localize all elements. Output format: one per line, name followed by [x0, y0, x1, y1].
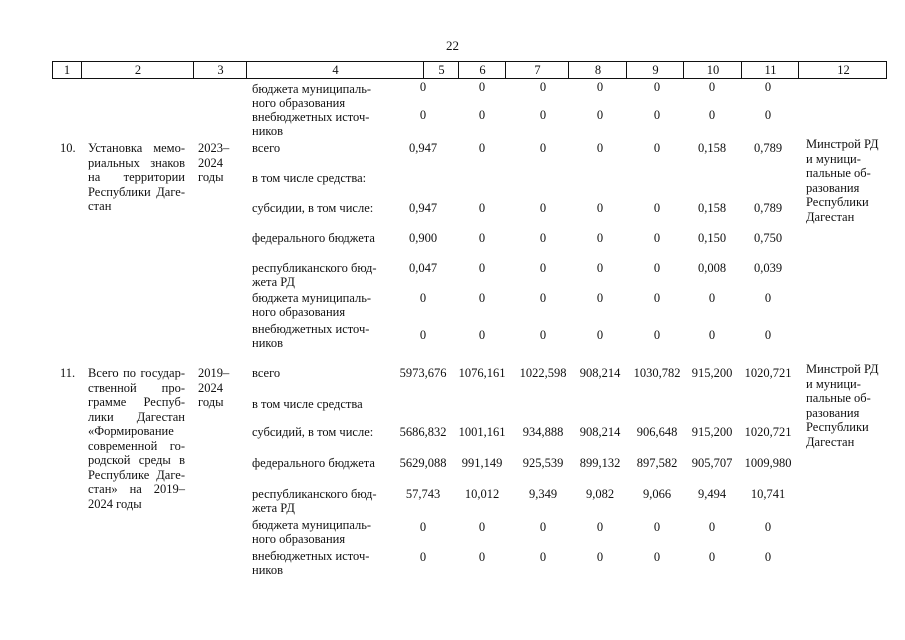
item11-executor-line: Дагестан: [806, 434, 855, 449]
item10-row-5-value-8: 0: [596, 291, 604, 305]
header-col-12: 12: [798, 62, 888, 78]
item10-row-2-value-8: 0: [596, 201, 604, 215]
top-row-extrabudgetary-label: внебюджетных источ-: [252, 110, 370, 124]
header-col-2: 2: [81, 62, 194, 78]
item10-executor-line: Минстрой РД: [806, 137, 879, 151]
item10-row-6-label: ников: [252, 335, 283, 350]
item11-row-4-value-11: 10,741: [750, 487, 786, 501]
item10-name-line: Республики Даге-: [88, 184, 185, 199]
item11-row-6-value-7: 0: [539, 550, 547, 564]
item11-period-line: 2024: [198, 380, 223, 395]
item10-executor-line: разования: [806, 180, 860, 195]
item10-row-6-value-8: 0: [596, 328, 604, 342]
item11-executor-line: Минстрой РД: [806, 362, 879, 376]
item11-row-5-label: ного образования: [252, 531, 346, 546]
item11-row-0-value-9: 1030,782: [633, 366, 681, 380]
item11-row-2-value-11: 1020,721: [744, 425, 792, 439]
item11-row-6-value-9: 0: [653, 550, 661, 564]
top-row-municipal-value-10: 0: [708, 80, 716, 94]
item11-row-3-value-10: 905,707: [691, 456, 733, 470]
item11-row-4-value-5: 57,743: [405, 487, 441, 501]
item11-row-1-label: в том числе средства: [252, 397, 363, 411]
header-col-11: 11: [741, 62, 799, 78]
item10-row-5-value-11: 0: [764, 291, 772, 305]
item11-row-3-value-11: 1009,980: [744, 456, 792, 470]
item11-name-line: родской среды в: [88, 453, 185, 467]
top-row-municipal-value-5: 0: [419, 80, 427, 94]
item10-row-2-value-7: 0: [539, 201, 547, 215]
item10-row-4-value-6: 0: [478, 261, 486, 275]
item11-row-2-value-10: 915,200: [691, 425, 733, 439]
item11-name-line: современной го-: [88, 438, 185, 453]
item11-row-6-value-10: 0: [708, 550, 716, 564]
item11-row-6-label: внебюджетных источ-: [252, 549, 370, 563]
top-row-municipal-value-9: 0: [653, 80, 661, 94]
item10-row-0-value-6: 0: [478, 141, 486, 155]
item10-row-2-value-9: 0: [653, 201, 661, 215]
top-row-municipal-value-8: 0: [596, 80, 604, 94]
item10-row-4-value-7: 0: [539, 261, 547, 275]
item11-period-line: 2019–: [198, 366, 230, 380]
item11-row-4-label: республиканского бюд-: [252, 487, 377, 501]
item11-row-3-value-9: 897,582: [636, 456, 678, 470]
item10-row-6-value-9: 0: [653, 328, 661, 342]
item11-row-5-value-10: 0: [708, 520, 716, 534]
item10-row-5-value-6: 0: [478, 291, 486, 305]
item11-name-line: стан» на 2019–: [88, 482, 185, 496]
top-row-municipal-value-11: 0: [764, 80, 772, 94]
item11-executor-line: Республики: [806, 420, 869, 434]
item10-row-5-label: бюджета муниципаль-: [252, 291, 372, 305]
item10-executor-line: и муници-: [806, 151, 861, 166]
item10-row-5-label: ного образования: [252, 304, 346, 319]
item11-row-6-value-8: 0: [596, 550, 604, 564]
item11-row-5-label: бюджета муниципаль-: [252, 518, 372, 532]
item10-row-4-label: республиканского бюд-: [252, 261, 377, 275]
item10-row-2-value-10: 0,158: [697, 201, 727, 215]
item11-row-0-value-11: 1020,721: [744, 366, 792, 380]
top-row-extrabudgetary-value-8: 0: [596, 108, 604, 122]
page-number: 22: [446, 38, 459, 53]
item10-row-5-value-9: 0: [653, 291, 661, 305]
item11-row-4-value-6: 10,012: [464, 487, 500, 501]
top-row-municipal-value-6: 0: [478, 80, 486, 94]
top-row-extrabudgetary-value-6: 0: [478, 108, 486, 122]
item11-row-3-value-8: 899,132: [579, 456, 621, 470]
item10-row-0-value-7: 0: [539, 141, 547, 155]
item11-row-4-value-8: 9,082: [585, 487, 615, 501]
item11-name-line: «Формирование: [88, 424, 174, 438]
item10-row-3-value-6: 0: [478, 231, 486, 245]
table-header-row: [52, 61, 887, 79]
item10-row-0-value-8: 0: [596, 141, 604, 155]
item11-row-5-value-5: 0: [419, 520, 427, 534]
header-col-6: 6: [458, 62, 506, 78]
item10-row-3-value-7: 0: [539, 231, 547, 245]
item10-executor-line: Республики: [806, 195, 869, 209]
item11-executor-line: и муници-: [806, 376, 861, 391]
top-row-extrabudgetary-value-10: 0: [708, 108, 716, 122]
item10-row-0-value-10: 0,158: [697, 141, 727, 155]
item10-row-3-value-8: 0: [596, 231, 604, 245]
top-row-municipal-label: бюджета муниципаль-: [252, 82, 372, 96]
item10-row-2-value-11: 0,789: [753, 201, 783, 215]
item10-name-line: Установка мемо-: [88, 141, 185, 155]
item11-row-5-value-8: 0: [596, 520, 604, 534]
top-row-extrabudgetary-value-9: 0: [653, 108, 661, 122]
header-col-3: 3: [193, 62, 247, 78]
item10-row-2-label: субсидии, в том числе:: [252, 201, 374, 215]
item11-row-0-value-7: 1022,598: [519, 366, 567, 380]
item10-name-line: риальных знаков: [88, 155, 185, 170]
item10-row-6-value-5: 0: [419, 328, 427, 342]
item11-row-5-value-11: 0: [764, 520, 772, 534]
item10-row-6-value-10: 0: [708, 328, 716, 342]
top-row-extrabudgetary-value-7: 0: [539, 108, 547, 122]
item10-row-5-value-7: 0: [539, 291, 547, 305]
item11-row-0-value-6: 1076,161: [458, 366, 506, 380]
item10-row-6-value-11: 0: [764, 328, 772, 342]
item10-period-line: 2024: [198, 155, 223, 170]
item11-row-4-value-10: 9,494: [697, 487, 727, 501]
header-col-9: 9: [626, 62, 684, 78]
item11-name-line: Республике Даге-: [88, 467, 185, 482]
item10-row-1-label: в том числе средства:: [252, 171, 367, 185]
item10-period-line: годы: [198, 170, 224, 184]
item10-row-4-value-11: 0,039: [753, 261, 783, 275]
item11-row-0-value-10: 915,200: [691, 366, 733, 380]
item11-row-0-value-8: 908,214: [579, 366, 621, 380]
item11-row-3-value-6: 991,149: [461, 456, 503, 470]
item11-row-5-value-7: 0: [539, 520, 547, 534]
item11-row-6-value-5: 0: [419, 550, 427, 564]
item10-row-4-value-10: 0,008: [697, 261, 727, 275]
item10-row-4-value-9: 0: [653, 261, 661, 275]
item11-row-2-value-7: 934,888: [522, 425, 564, 439]
item11-row-4-value-7: 9,349: [528, 487, 558, 501]
top-row-municipal-value-7: 0: [539, 80, 547, 94]
item10-row-4-value-5: 0,047: [408, 261, 438, 275]
item11-executor-line: пальные об-: [806, 391, 871, 405]
item11-name-line: 2024 годы: [88, 496, 142, 511]
item10-row-6-value-7: 0: [539, 328, 547, 342]
item10-name-line: стан: [88, 199, 112, 213]
item11-row-0-value-5: 5973,676: [399, 366, 447, 380]
item11-row-2-value-8: 908,214: [579, 425, 621, 439]
item10-row-2-value-6: 0: [478, 201, 486, 215]
item11-row-6-value-6: 0: [478, 550, 486, 564]
item10-row-3-value-9: 0: [653, 231, 661, 245]
item10-row-6-label: внебюджетных источ-: [252, 322, 370, 336]
item11-name-line: лики Дагестан: [88, 409, 185, 424]
item11-row-2-label: субсидий, в том числе:: [252, 425, 374, 439]
item10-row-0-value-11: 0,789: [753, 141, 783, 155]
item11-row-0-label: всего: [252, 366, 281, 380]
header-col-5: 5: [423, 62, 459, 78]
header-col-8: 8: [568, 62, 627, 78]
top-row-extrabudgetary-label: ников: [252, 123, 283, 138]
item11-name-line: Всего по государ-: [88, 366, 185, 380]
item11-row-2-value-9: 906,648: [636, 425, 678, 439]
item11-name-line: ственной про-: [88, 380, 185, 395]
item11-row-3-value-5: 5629,088: [399, 456, 447, 470]
item10-executor-line: пальные об-: [806, 166, 871, 180]
item11-row-6-value-11: 0: [764, 550, 772, 564]
item10-row-5-value-5: 0: [419, 291, 427, 305]
item10-row-2-value-5: 0,947: [408, 201, 438, 215]
item10-row-3-value-11: 0,750: [753, 231, 783, 245]
item11-period-line: годы: [198, 395, 224, 409]
item10-row-4-label: жета РД: [252, 274, 295, 289]
item11-row-3-label: федерального бюджета: [252, 456, 375, 470]
item10-period-line: 2023–: [198, 141, 230, 155]
header-col-10: 10: [683, 62, 742, 78]
item10-executor-line: Дагестан: [806, 209, 855, 224]
item11-row-4-value-9: 9,066: [642, 487, 672, 501]
item11-row-3-value-7: 925,539: [522, 456, 564, 470]
item10-row-3-label: федерального бюджета: [252, 231, 375, 245]
item10-row-0-value-9: 0: [653, 141, 661, 155]
item10-row-3-value-5: 0,900: [408, 231, 438, 245]
top-row-extrabudgetary-value-5: 0: [419, 108, 427, 122]
item10-number: 10.: [60, 141, 76, 155]
item10-row-0-label: всего: [252, 141, 281, 155]
item10-row-6-value-6: 0: [478, 328, 486, 342]
top-row-municipal-label: ного образования: [252, 95, 346, 110]
header-col-1: 1: [63, 63, 71, 77]
item11-row-2-value-6: 1001,161: [458, 425, 506, 439]
item10-row-4-value-8: 0: [596, 261, 604, 275]
item10-row-0-value-5: 0,947: [408, 141, 438, 155]
item10-row-5-value-10: 0: [708, 291, 716, 305]
top-row-extrabudgetary-value-11: 0: [764, 108, 772, 122]
item10-name-line: на территории: [88, 170, 185, 184]
item11-row-5-value-9: 0: [653, 520, 661, 534]
header-col-4: 4: [246, 62, 424, 78]
item11-number: 11.: [60, 366, 76, 380]
item11-row-4-label: жета РД: [252, 500, 295, 515]
item11-name-line: грамме Респуб-: [88, 395, 185, 409]
item11-row-6-label: ников: [252, 562, 283, 577]
item10-row-3-value-10: 0,150: [697, 231, 727, 245]
item11-row-2-value-5: 5686,832: [399, 425, 447, 439]
item11-executor-line: разования: [806, 405, 860, 420]
item11-row-5-value-6: 0: [478, 520, 486, 534]
header-col-7: 7: [505, 62, 569, 78]
